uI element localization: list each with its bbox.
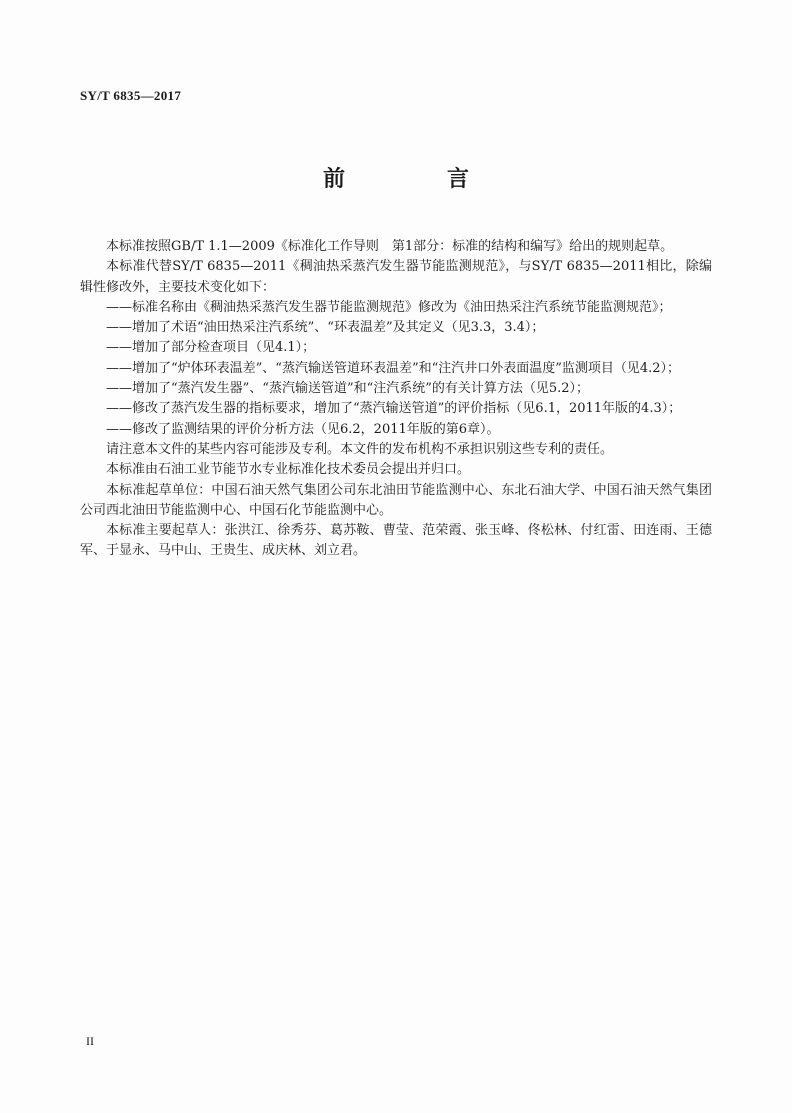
paragraph-drafters: 本标准主要起草人：张洪江、徐秀芬、葛苏鞍、曹莹、范荣霞、张玉峰、佟松林、付红雷、田连雨、王德军、于显永、马中山、王贵生、成庆林、刘立君。 — [80, 523, 712, 559]
paragraph-proposer: 本标准由石油工业节能节水专业标准化技术委员会提出并归口。 — [106, 462, 471, 478]
paragraph-patent-notice: 请注意本文件的某些内容可能涉及专利。本文件的发布机构不承担识别这些专利的责任。 — [106, 441, 614, 457]
page-title: 前 言 — [322, 167, 509, 192]
paragraph-replacement: 本标准代替SY/T 6835—2011《稠油热采蒸汽发生器节能监测规范》，与SY/T 6835—2011相比，除编辑性修改外，主要技术变化如下： — [80, 259, 712, 295]
change-item: ——增加了“蒸汽发生器”、“蒸汽输送管道”和“注汽系统”的有关计算方法（见5.2）； — [106, 381, 590, 397]
foreword-body — [80, 237, 712, 562]
change-item: ——修改了蒸汽发生器的指标要求，增加了“蒸汽输送管道”的评价指标（见6.1，2011年版的4.3）； — [106, 401, 682, 417]
change-item: ——修改了监测结果的评价分析方法（见6.2，2011年版的第6章）。 — [106, 421, 500, 437]
change-item: ——标准名称由《稠油热采蒸汽发生器节能监测规范》修改为《油田热采注汽系统节能监测规范》； — [106, 299, 672, 315]
standard-code: SY/T 6835—2017 — [80, 88, 182, 103]
change-item: ——增加了术语“油田热采注汽系统”、“环表温差”及其定义（见3.3，3.4）； — [106, 320, 545, 336]
change-item: ——增加了部分检查项目（见4.1）； — [106, 340, 316, 356]
change-item: ——增加了“炉体环表温差”、“蒸汽输送管道环表温差”和“注汽井口外表面温度”监测项目（见4.2）； — [106, 360, 681, 376]
paragraph-drafting-units: 本标准起草单位：中国石油天然气集团公司东北油田节能监测中心、东北石油大学、中国石油天然气集团公司西北油田节能监测中心、中国石化节能监测中心。 — [80, 482, 712, 518]
paragraph-drafting-rules: 本标准按照GB/T 1.1—2009《标准化工作导则 第1部分：标准的结构和编写》给出的规则起草。 — [106, 239, 674, 254]
page-number: II — [86, 1034, 94, 1048]
